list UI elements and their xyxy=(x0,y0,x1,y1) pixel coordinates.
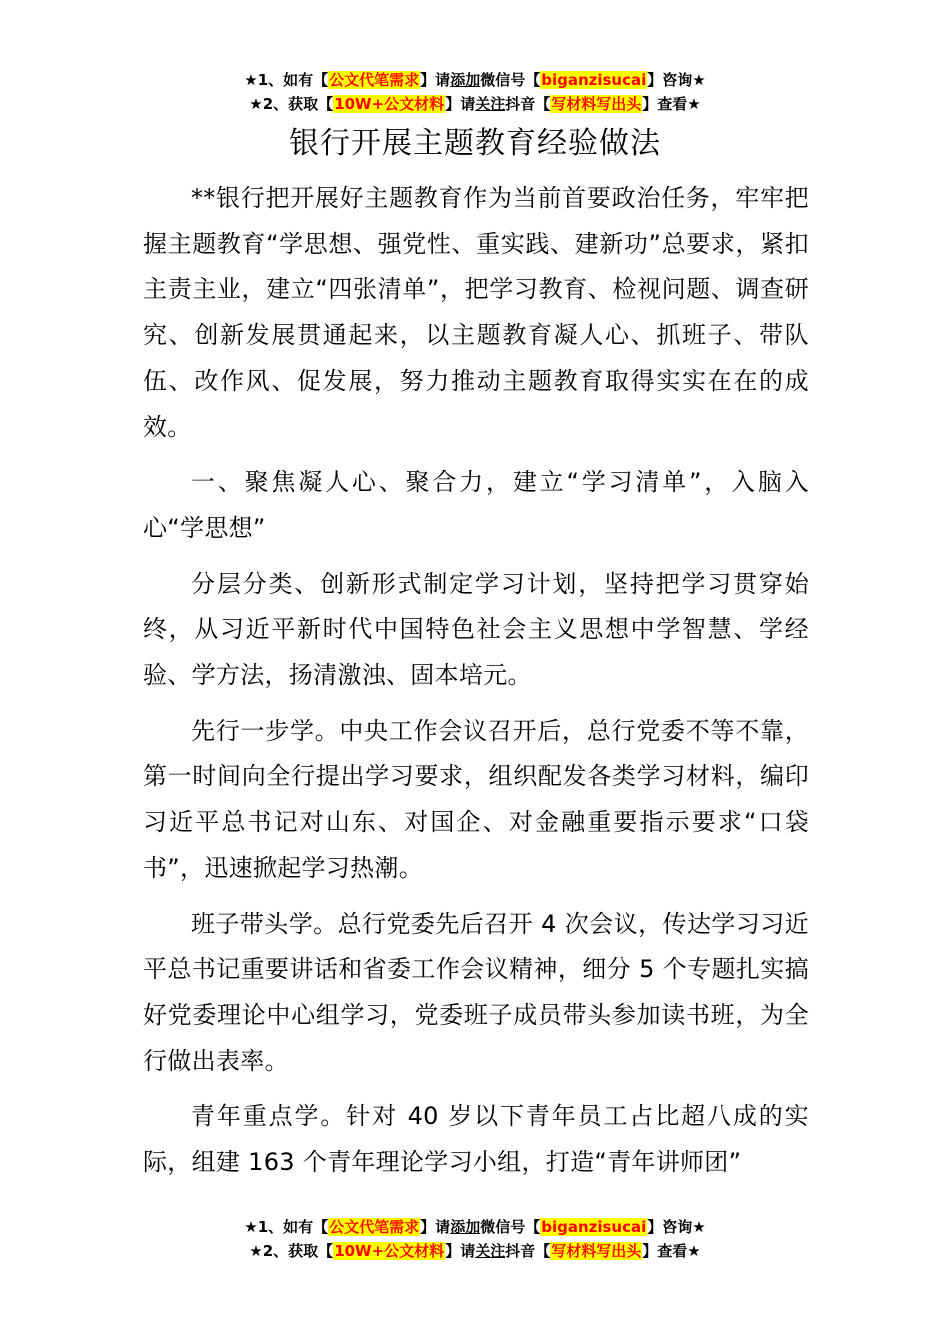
banner-text: ★2、获取【 xyxy=(249,1242,334,1260)
banner-text: 微信号【 xyxy=(480,71,541,89)
banner-text: ★1、如有【 xyxy=(244,1218,329,1236)
header-banner-line-2 xyxy=(0,92,950,116)
body-paragraph: 青年重点学。针对 40 岁以下青年员工占比超八成的实际，组建 163 个青年理论学习小组，打造“青年讲师团” xyxy=(143,1102,809,1177)
section-heading: 一、聚焦凝人心、聚合力，建立“学习清单”，入脑入心“学思想” xyxy=(143,468,809,542)
footer-banner-line-2 xyxy=(0,1239,950,1263)
document-body xyxy=(143,176,809,1196)
banner-text: 】请 xyxy=(420,71,451,89)
banner-text: ★1、如有【 xyxy=(244,71,329,89)
banner-text: 】查看★ xyxy=(642,95,701,113)
footer-banner xyxy=(0,1215,950,1263)
body-paragraph: 先行一步学。中央工作会议召开后，总行党委不等不靠，第一时间向全行提出学习要求，组织配发各类学习材料，编印习近平总书记对山东、对国企、对金融重要指示要求“口袋书”，迅速掀起学习热潮。 xyxy=(143,716,809,882)
highlighted-wechat-id: biganzisucai xyxy=(541,71,647,89)
header-banner-line-1 xyxy=(0,68,950,92)
banner-text: 】咨询★ xyxy=(647,1218,706,1236)
underlined-text: 关注 xyxy=(475,95,506,113)
banner-text: 】请 xyxy=(445,95,476,113)
body-paragraph: 分层分类、创新形式制定学习计划，坚持把学习贯穿始终，从习近平新时代中国特色社会主义思想中学智慧、学经验、学方法，扬清激浊、固本培元。 xyxy=(143,569,809,690)
intro-paragraph: **银行把开展好主题教育作为当前首要政治任务，牢牢把握主题教育“学思想、强党性、重实践、建新功”总要求，紧扣主责主业，建立“四张清单”，把学习教育、检视问题、调查研究、创新发展贯通起来，以主题教育凝人心、抓班子、带队伍、改作风、促发展，努力推动主题教育取得实实在在的成效。 xyxy=(143,184,809,441)
document-title: 银行开展主题教育经验做法 xyxy=(289,126,661,161)
banner-text: 】咨询★ xyxy=(647,71,706,89)
highlighted-material-text: 10W+公文材料 xyxy=(334,1242,445,1260)
header-banner xyxy=(0,68,950,116)
underlined-text: 添加 xyxy=(450,1218,481,1236)
banner-text: 】查看★ xyxy=(642,1242,701,1260)
banner-text: 抖音【 xyxy=(505,95,551,113)
highlighted-wechat-id: biganzisucai xyxy=(541,1218,647,1236)
underlined-text: 添加 xyxy=(450,71,481,89)
banner-text: 微信号【 xyxy=(480,1218,541,1236)
highlighted-service-text: 公文代笔需求 xyxy=(329,71,420,89)
banner-text: 】请 xyxy=(420,1218,451,1236)
highlighted-material-text: 10W+公文材料 xyxy=(334,95,445,113)
highlighted-douyin-account: 写材料写出头 xyxy=(551,1242,642,1260)
banner-text: 】请 xyxy=(445,1242,476,1260)
banner-text: 抖音【 xyxy=(505,1242,551,1260)
body-paragraph: 班子带头学。总行党委先后召开 4 次会议，传达学习习近平总书记重要讲话和省委工作会议精神，细分 5 个专题扎实搞好党委理论中心组学习，党委班子成员带头参加读书班，为全行做出表率。 xyxy=(143,909,809,1075)
highlighted-douyin-account: 写材料写出头 xyxy=(551,95,642,113)
highlighted-service-text: 公文代笔需求 xyxy=(329,1218,420,1236)
footer-banner-line-1 xyxy=(0,1215,950,1239)
underlined-text: 关注 xyxy=(475,1242,506,1260)
banner-text: ★2、获取【 xyxy=(249,95,334,113)
